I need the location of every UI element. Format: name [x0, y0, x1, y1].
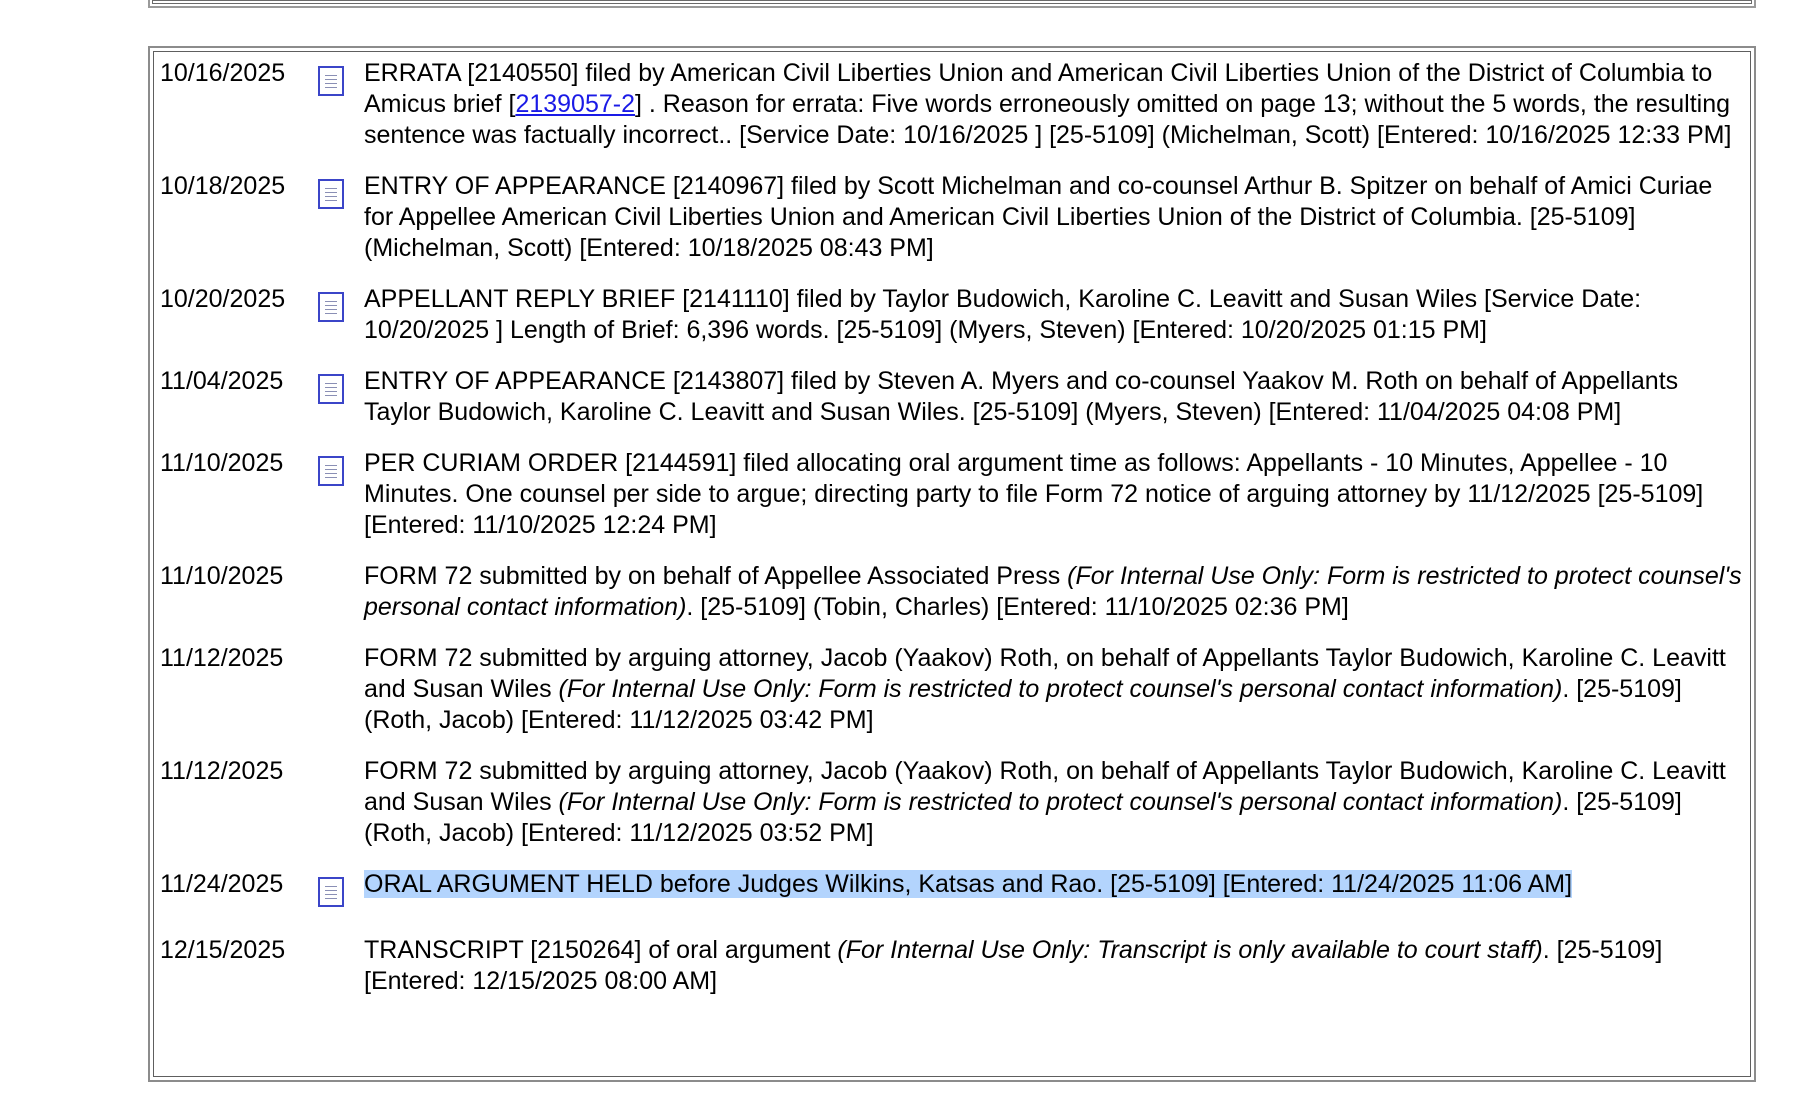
- docket-entry: [160, 171, 1744, 284]
- entry-text: FORM 72 submitted by arguing attorney, Jacob (Yaakov) Roth, on behalf of Appellants Taylor Budowich, Karoline C. Leavitt and Susan Wiles (For Internal Use Only: Form is restricted to protect counsel's personal contact information). [25-5109] (Roth, Jacob) [Entered: 11/12/2025 03:42 PM]: [364, 644, 1726, 734]
- restricted-note: (For Internal Use Only: Form is restricted to protect counsel's personal contact information): [558, 675, 1563, 703]
- document-icon[interactable]: [318, 292, 344, 322]
- entry-date: 11/12/2025: [160, 644, 284, 672]
- document-icon[interactable]: [318, 877, 344, 907]
- entry-text: TRANSCRIPT [2150264] of oral argument (For Internal Use Only: Transcript is only available to court staff). [25-5109] [Entered: 12/15/2025 08:00 AM]: [364, 936, 1663, 995]
- entry-date: 10/18/2025: [160, 172, 286, 200]
- docket-entry: [160, 284, 1744, 366]
- entry-text: ENTRY OF APPEARANCE [2140967] filed by Scott Michelman and co-counsel Arthur B. Spitzer on behalf of Amici Curiae for Appellee American Civil Liberties Union and American Civil Liberties Union of the District of Columbia. [25-5109] (Michelman, Scott) [Entered: 10/18/2025 08:43 PM]: [364, 172, 1713, 262]
- document-icon[interactable]: [318, 456, 344, 486]
- entry-date: 11/10/2025: [160, 562, 284, 590]
- entry-date: 11/12/2025: [160, 757, 284, 785]
- selected-text: ORAL ARGUMENT HELD before Judges Wilkins, Katsas and Rao. [25-5109] [Entered: 11/24/2025 11:06 AM]: [364, 870, 1573, 898]
- docket-entry: [160, 756, 1744, 869]
- entry-text: ERRATA [2140550] filed by American Civil Liberties Union and American Civil Liberties Union of the District of Columbia to Amicus brief [2139057-2] . Reason for errata: Five words erroneously omitted on page 13; without the 5 words, the resulting sentence was factually incorrect.. [Service Date: 10/16/2025 ] [25-5109] (Michelman, Scott) [Entered: 10/16/2025 12:33 PM]: [364, 59, 1732, 149]
- docket-entry: [160, 448, 1744, 561]
- docket-entry: [160, 869, 1744, 935]
- docket-entry: [160, 366, 1744, 448]
- entry-text: PER CURIAM ORDER [2144591] filed allocating oral argument time as follows: Appellants - 10 Minutes, Appellee - 10 Minutes. One counsel per side to argue; directing party to file Form 72 notice of arguing attorney by 11/12/2025 [25-5109] [Entered: 11/10/2025 12:24 PM]: [364, 449, 1704, 539]
- entry-text: [364, 869, 1744, 935]
- entry-date: 12/15/2025: [160, 936, 286, 964]
- docket-entry: [160, 561, 1744, 643]
- entry-date: 11/10/2025: [160, 449, 284, 477]
- docket-entry: [160, 643, 1744, 756]
- restricted-note: (For Internal Use Only: Form is restricted to protect counsel's personal contact information): [364, 562, 1742, 621]
- previous-table-frame: [148, 0, 1756, 8]
- docket-entries-table: [160, 58, 1744, 1017]
- document-icon[interactable]: [318, 374, 344, 404]
- restricted-note: (For Internal Use Only: Transcript is only available to court staff): [837, 936, 1543, 964]
- entry-text: APPELLANT REPLY BRIEF [2141110] filed by Taylor Budowich, Karoline C. Leavitt and Susan Wiles [Service Date: 10/20/2025 ] Length of Brief: 6,396 words. [25-5109] (Myers, Steven) [Entered: 10/20/2025 01:15 PM]: [364, 285, 1642, 344]
- document-icon[interactable]: [318, 179, 344, 209]
- entry-date: 10/20/2025: [160, 285, 286, 313]
- document-icon[interactable]: [318, 66, 344, 96]
- docket-entry: [160, 935, 1744, 1017]
- restricted-note: (For Internal Use Only: Form is restricted to protect counsel's personal contact information): [558, 788, 1563, 816]
- docket-entry: [160, 58, 1744, 171]
- entry-date: 11/24/2025: [160, 870, 284, 898]
- amicus-brief-link[interactable]: 2139057-2: [515, 90, 635, 118]
- entry-date: 10/16/2025: [160, 59, 286, 87]
- entry-text: FORM 72 submitted by on behalf of Appellee Associated Press (For Internal Use Only: Form is restricted to protect counsel's personal contact information). [25-5109] (Tobin, Charles) [Entered: 11/10/2025 02:36 PM]: [364, 562, 1742, 621]
- entry-text: ENTRY OF APPEARANCE [2143807] filed by Steven A. Myers and co-counsel Yaakov M. Roth on behalf of Appellants Taylor Budowich, Karoline C. Leavitt and Susan Wiles. [25-5109] (Myers, Steven) [Entered: 11/04/2025 04:08 PM]: [364, 367, 1679, 426]
- entry-date: 11/04/2025: [160, 367, 284, 395]
- entry-text: FORM 72 submitted by arguing attorney, Jacob (Yaakov) Roth, on behalf of Appellants Taylor Budowich, Karoline C. Leavitt and Susan Wiles (For Internal Use Only: Form is restricted to protect counsel's personal contact information). [25-5109] (Roth, Jacob) [Entered: 11/12/2025 03:52 PM]: [364, 757, 1726, 847]
